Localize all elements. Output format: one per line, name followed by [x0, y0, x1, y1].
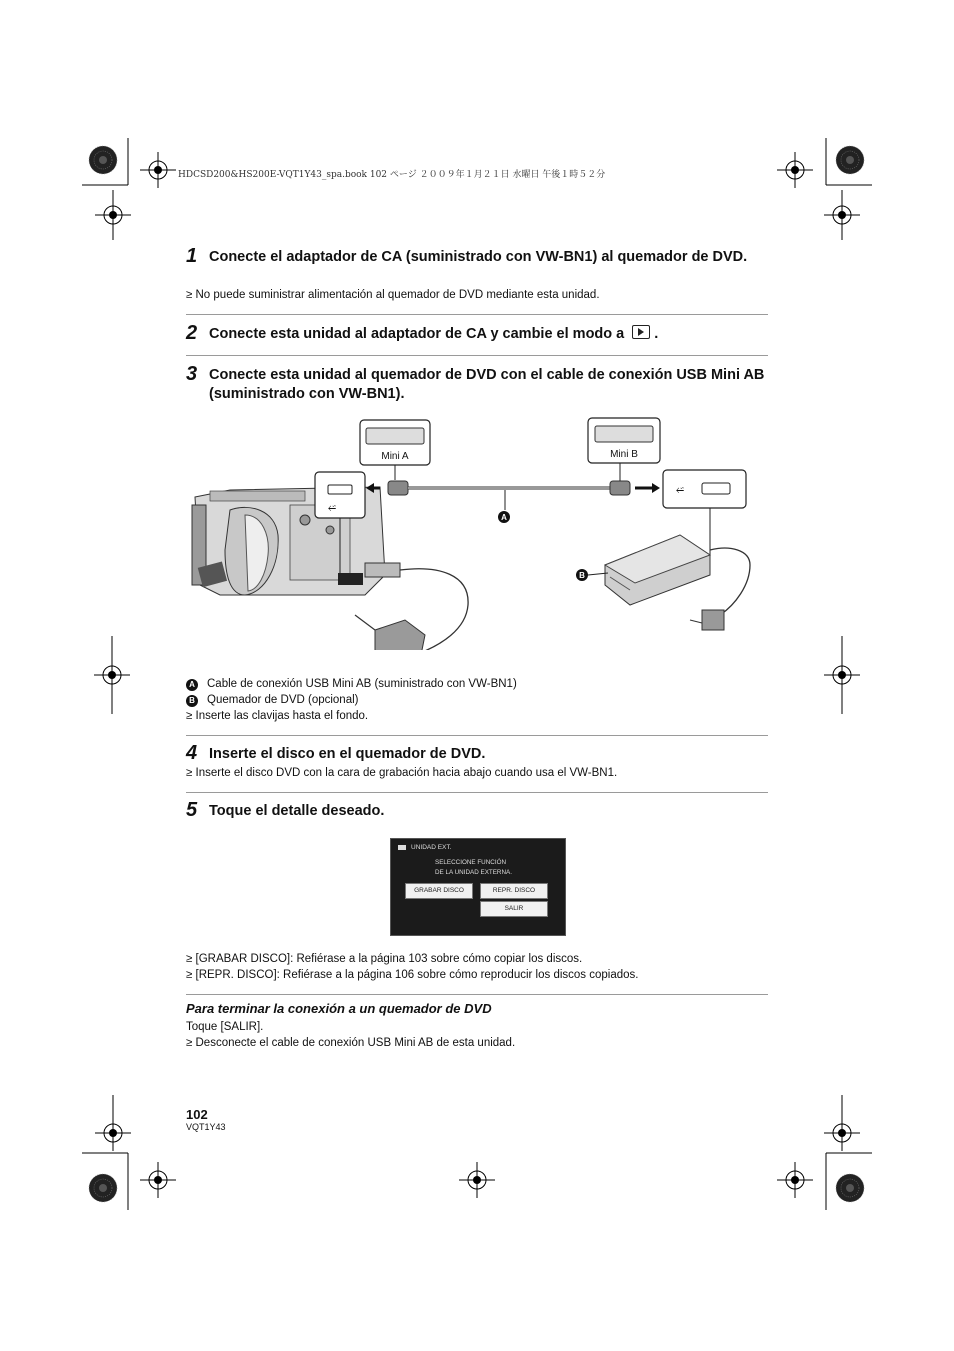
page-number: 102: [186, 1107, 208, 1122]
step-1: [186, 245, 768, 267]
step-number: 1: [186, 245, 198, 267]
step-number: 2: [186, 322, 198, 344]
external-drive-icon: [398, 845, 406, 850]
divider: [186, 792, 768, 793]
option-note-record: ≥ [GRABAR DISCO]: Refiérase a la página 103 sobre cómo copiar los discos.: [186, 953, 583, 965]
step-text: Conecte esta unidad al quemador de DVD con el cable de conexión USB Mini AB (suministrado con VW-BN1).: [209, 367, 765, 402]
connection-diagram: [190, 415, 760, 650]
svg-text:⭁: ⭁: [676, 485, 684, 496]
mini-a-label: Mini A: [381, 451, 409, 462]
legend-item-b: B Quemador de DVD (opcional): [186, 693, 359, 707]
step-text: Conecte el adaptador de CA (suministrado con VW-BN1) al quemador de DVD.: [209, 249, 748, 265]
ac-adapter-illustration: [355, 615, 425, 650]
step-2: [186, 322, 768, 344]
camcorder-illustration: [192, 487, 400, 595]
step-number: 5: [186, 799, 198, 821]
divider: [186, 994, 768, 995]
screen-message: SELECCIONE FUNCIÓN DE LA UNIDAD EXTERNA.: [435, 859, 512, 876]
screen-title: UNIDAD EXT.: [411, 844, 452, 851]
exit-button[interactable]: SALIR: [480, 901, 548, 917]
step-text: Conecte esta unidad al adaptador de CA y cambie el modo a: [209, 326, 625, 342]
svg-text:A: A: [501, 513, 507, 522]
play-disc-button[interactable]: REPR. DISCO: [480, 883, 548, 899]
dvd-burner-illustration: [605, 535, 710, 605]
step-number: 4: [186, 742, 198, 764]
section-heading: Para terminar la conexión a un quemador de DVD: [186, 1001, 492, 1016]
record-disc-button[interactable]: GRABAR DISCO: [405, 883, 473, 899]
divider: [186, 735, 768, 736]
step-1-note: ≥ No puede suministrar alimentación al quemador de DVD mediante esta unidad.: [186, 289, 600, 301]
option-note-play: ≥ [REPR. DISCO]: Refiérase a la página 106 sobre cómo reproducir los discos copiados.: [186, 969, 639, 981]
step-text: Toque el detalle deseado.: [209, 803, 385, 819]
step-text: Inserte el disco en el quemador de DVD.: [209, 746, 486, 762]
model-code: VQT1Y43: [186, 1122, 226, 1132]
divider: [186, 314, 768, 315]
svg-text:⭁: ⭁: [328, 503, 336, 514]
camera-lcd-screen: [390, 838, 566, 936]
section-note: ≥ Desconecte el cable de conexión USB Mini AB de esta unidad.: [186, 1037, 516, 1049]
legend-item-a: A Cable de conexión USB Mini AB (suministrado con VW-BN1): [186, 677, 517, 691]
marker-b-icon: B: [186, 695, 198, 707]
step-number: 3: [186, 363, 198, 385]
mini-b-label: Mini B: [610, 449, 638, 460]
diagram-note: ≥ Inserte las clavijas hasta el fondo.: [186, 710, 369, 722]
step-4: [186, 742, 768, 764]
step-text-suffix: .: [654, 326, 659, 342]
divider: [186, 355, 768, 356]
playback-mode-icon: [632, 325, 650, 339]
step-5: [186, 799, 768, 821]
camera-port-callout: [315, 472, 365, 518]
marker-a-icon: A: [186, 679, 198, 691]
print-header: HDCSD200&HS200E-VQT1Y43_spa.book 102 ページ ２００９年１月２１日 水曜日 午後１時５２分: [178, 170, 606, 180]
step-3: [186, 363, 768, 404]
svg-text:B: B: [579, 571, 585, 580]
section-line: Toque [SALIR].: [186, 1021, 264, 1033]
step-4-note: ≥ Inserte el disco DVD con la cara de grabación hacia abajo cuando usa el VW-BN1.: [186, 767, 618, 779]
